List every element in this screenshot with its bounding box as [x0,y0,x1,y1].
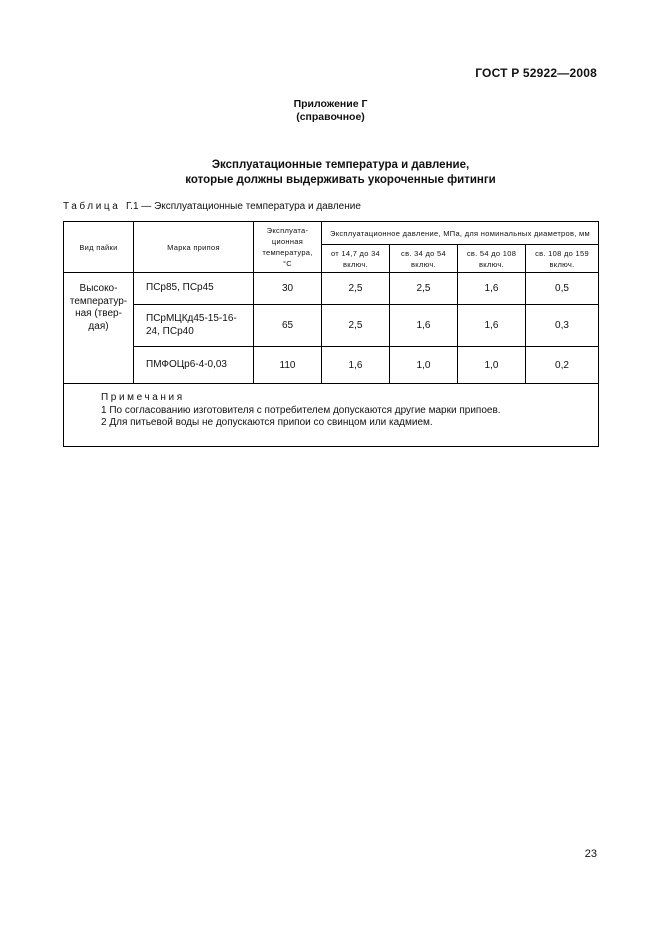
table-caption-text: Г.1 — Эксплуатационные температура и давление [125,201,361,212]
pressure-cell: 2,5 [322,305,390,347]
alloy-cell: ПСрМЦКд45-15-16-24, ПСр40 [134,305,254,347]
temperature-cell: 65 [254,305,322,347]
header-temperature: Эксплуата-ционная температура, °С [254,222,322,273]
alloy-cell: ПМФОЦр6-4-0,03 [134,347,254,384]
pressure-cell: 1,6 [322,347,390,384]
note-item: 2 Для питьевой воды не допускаются припои со свинцом или кадмием. [101,417,433,428]
pressure-cell: 1,6 [458,305,526,347]
table-row [64,305,599,347]
operating-conditions-table [63,221,599,447]
pressure-cell: 0,3 [526,305,599,347]
header-diameter-1: от 14,7 до 34 включ. [322,245,390,273]
notes-row [64,384,599,447]
appendix-title: Приложение Г [293,98,368,110]
alloy-cell: ПСр85, ПСр45 [134,273,254,305]
table-row [64,273,599,305]
standard-code: ГОСТ Р 52922—2008 [475,66,597,80]
notes-heading: Примечания [101,392,185,403]
header-alloy: Марка припоя [134,222,254,273]
section-title-line2: которые должны выдерживать укороченные фитинги [185,174,496,186]
header-pressure-group: Эксплуатационное давление, МПа, для номинальных диаметров, мм [322,222,599,245]
header-solder-type: Вид пайки [64,222,134,273]
pressure-cell: 2,5 [390,273,458,305]
header-diameter-2: св. 34 до 54 включ. [390,245,458,273]
table-row [64,347,599,384]
appendix-heading [0,98,661,124]
table-caption [63,201,361,212]
temperature-cell: 110 [254,347,322,384]
note-item: 1 По согласованию изготовителя с потребителем допускаются другие марки припоев. [101,404,501,416]
section-title-line1: Эксплуатационные температура и давление, [211,159,470,171]
table-header-row [64,222,599,245]
pressure-cell: 0,5 [526,273,599,305]
header-diameter-4: св. 108 до 159 включ. [526,245,599,273]
pressure-cell: 1,6 [390,305,458,347]
pressure-cell: 1,0 [390,347,458,384]
header-diameter-3: св. 54 до 108 включ. [458,245,526,273]
pressure-cell: 0,2 [526,347,599,384]
pressure-cell: 1,0 [458,347,526,384]
table-caption-label: Таблица [63,201,121,212]
temperature-cell: 30 [254,273,322,305]
solder-type-cell: Высоко-температур-ная (твер-дая) [64,273,134,384]
pressure-cell: 1,6 [458,273,526,305]
pressure-cell: 2,5 [322,273,390,305]
appendix-status: (справочное) [296,111,365,123]
section-title [0,158,661,188]
page-number: 23 [584,848,597,860]
notes-cell [64,384,599,447]
